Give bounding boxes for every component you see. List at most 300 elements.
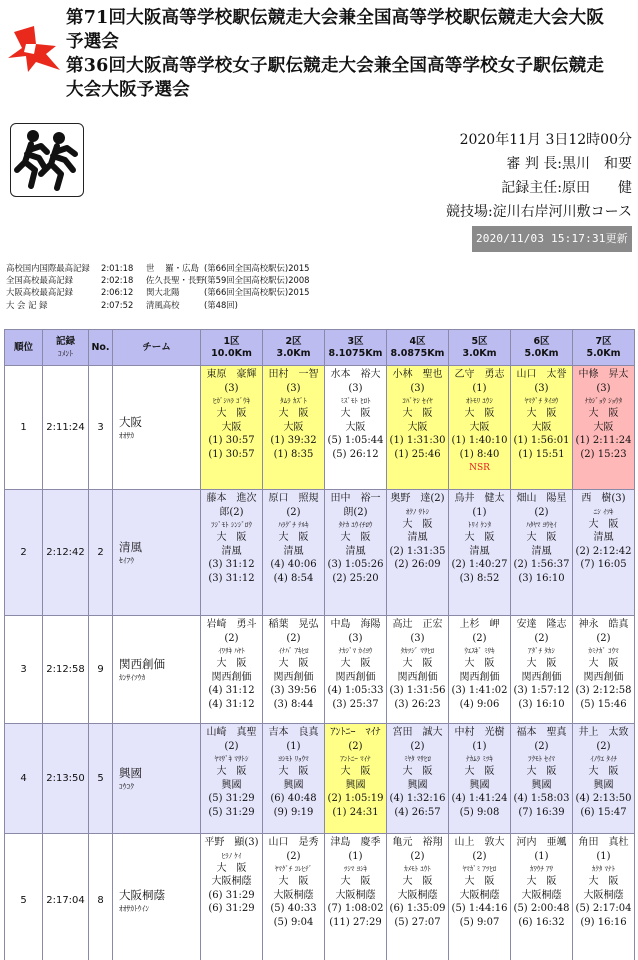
runner-kana: ﾊﾀﾔﾏ ﾖｳｾｲ [526,521,557,530]
leg-cell [325,616,387,724]
header-leg-4 [387,330,449,366]
runner-line: 藤本 進次 [206,493,257,504]
split-time: (5) 40:33 [270,903,317,915]
runner-kana: ｶﾒﾓﾄ ﾕｳﾄ [404,865,431,874]
split-time: (1) 2:11:24 [575,435,632,447]
team-name: 関西創価 [119,656,165,671]
record-time: 2:01:18 [101,263,134,273]
runner-line: 山口 太誉 [516,369,567,380]
runner-team: 大 阪 [588,408,619,420]
runner-kana: ｶｸﾀ ﾏﾅﾄ [591,865,616,874]
runner-line: 畑山 陽星 [516,493,567,504]
record-name: 大阪高校最高記録 [6,287,73,298]
runner-team: 大 阪 [278,658,309,670]
record-row [6,299,426,311]
runner-team: 大 阪 [216,658,247,670]
team-kana: ｵｵｻｶ [119,430,134,440]
leg-cell [325,724,387,834]
red-star-logo-icon [6,24,62,74]
number-cell: 3 [89,366,113,490]
split-time: (3) 2:12:58 [575,685,632,697]
leg-label: 4区 [409,335,426,347]
split-time: (1) 25:46 [394,448,441,460]
runner-team: 関西創価 [211,671,252,683]
leg-cell [511,616,573,724]
runner-team: 大阪 [469,421,490,433]
split-time: (4) 31:12 [208,698,255,710]
split-time: (1) 1:56:01 [513,435,570,447]
runner-team: 清風 [345,545,366,557]
runner-line: 奥野 達(2) [390,493,445,504]
records-list [6,262,426,311]
runner-team: 大 阪 [464,766,495,778]
split-time: (5) 31:29 [208,806,255,818]
split-time: (4) 40:06 [270,559,317,571]
runner-line: (3) [410,382,425,394]
header-rank: 順位 [5,330,43,366]
runner-line: 田村 一智 [268,369,319,380]
split-time: (3) 25:37 [332,698,379,710]
record-badge: NSR [469,462,490,473]
leg-distance: 3.0Km [462,347,497,359]
runner-line: 福本 聖真 [516,727,567,738]
runner-kana: ﾄﾘｲ ｹﾝﾀ [467,521,492,530]
runner-team: 関西創価 [459,671,500,683]
results-table [4,329,635,960]
record-time: 2:02:18 [101,275,134,286]
split-time: (1) 8:40 [459,448,500,460]
report-header [0,0,638,250]
team-name: 大阪桐蔭 [119,887,165,902]
runner-line: 吉本 良真 [268,727,319,738]
runner-kana: ｲﾜｻｷ ﾊﾔﾄ [218,647,245,656]
header-leg-6 [511,330,573,366]
runner-line: 亀元 裕翔 [392,837,443,848]
runner-team: 関西創価 [583,671,624,683]
rank-cell: 4 [5,724,43,834]
runner-team: 興國 [469,779,490,791]
runner-team: 清風 [469,545,490,557]
runner-kana: ｵﾄﾓﾘ ﾕｳｼ [466,397,493,406]
split-time: (3) 1:41:02 [451,685,508,697]
split-time: (1) 15:51 [518,448,565,460]
leg-cell [201,834,263,960]
leg-cell [387,366,449,490]
table-row [5,616,635,724]
split-time: (4) 31:12 [208,685,255,697]
header-leg-7 [573,330,635,366]
runner-team: 大 阪 [588,766,619,778]
split-time: (7) 1:08:02 [327,903,384,915]
runner-team: 大阪 [283,421,304,433]
runner-line: (3) [534,382,549,394]
runners-icon [10,123,84,197]
leg-cell [511,366,573,490]
leg-cell [263,490,325,616]
runner-kana: ﾌｸﾓﾄ ｾｲﾏ [528,755,555,764]
number-cell: 2 [89,490,113,616]
runner-kana: ﾖｼﾓﾄ ﾘｮｳﾏ [278,755,309,764]
runner-line: (2) [472,632,487,644]
runner-kana: ﾋﾗﾉ ｹｲ [221,851,242,860]
runner-kana: ﾂｼﾏ ﾖｼｷ [343,865,368,874]
leg-distance: 8.0875Km [390,347,445,359]
runner-kana: ﾔﾏｶﾞﾐ ｱﾂﾋﾛ [462,865,497,874]
table-row [5,724,635,834]
leg-distance: 3.0Km [276,347,311,359]
team-cell [113,490,201,616]
runner-line: 水本 裕大 [330,369,381,380]
split-time: (3) 8:52 [459,572,500,584]
rank-cell: 3 [5,616,43,724]
runner-line: 小林 聖也 [392,369,443,380]
split-time: (3) 1:05:26 [327,559,384,571]
runner-line: (2) [348,740,363,752]
runner-team: 大 阪 [278,532,309,544]
team-kana: ｾｲﾌｳ [119,555,134,565]
leg-cell [511,834,573,960]
runner-team: 興國 [283,779,304,791]
runner-line: (2) [472,850,487,862]
title-block [66,6,632,102]
leg-cell [573,366,635,490]
record-row [6,286,426,298]
runner-line: (1) [534,850,549,862]
leg-cell [449,834,511,960]
header-leg-1 [201,330,263,366]
table-row [5,366,635,490]
split-time: (2) 1:56:37 [513,559,570,571]
split-time: (2) 15:23 [580,448,627,460]
runner-kana: ﾔﾏｸﾞﾁ ｺﾚﾋﾃﾞ [274,865,313,874]
record-note: (第59回全国高校駅伝)2008 [204,275,310,286]
split-time: (4) 1:32:16 [389,793,446,805]
runner-kana: ｱﾝﾄﾆｰ ﾏｲﾅ [340,755,371,764]
runner-line: (1) [472,506,487,518]
leg-cell [325,490,387,616]
runner-line: (2) [596,740,611,752]
runner-team: 大 阪 [402,658,433,670]
split-time: (6) 31:29 [208,889,255,901]
runner-team: 大阪桐蔭 [397,889,438,901]
split-time: (3) 16:10 [518,572,565,584]
table-header-row [5,330,635,366]
title-line-3: 第36回大阪高等学校女子駅伝競走大会兼全国高等学校女子駅伝競走 [66,56,605,76]
leg-cell [511,490,573,616]
leg-cell [573,490,635,616]
record-cell: 2:13:50 [43,724,89,834]
split-time: (5) 9:08 [459,806,500,818]
runner-team: 大 阪 [216,532,247,544]
leg-cell [201,724,263,834]
runner-line: 平野 顯(3) [204,837,259,848]
runner-kana: ﾔﾏｻﾞｷ ﾏｻﾄｼ [214,755,249,764]
runner-kana: ﾌｼﾞﾓﾄ ｼﾝｼﾞﾛｳ [211,521,252,530]
runner-line: 田中 裕一 [330,493,381,504]
runner-team: 大 阪 [464,532,495,544]
team-name: 大阪 [119,414,142,429]
leg-cell [201,490,263,616]
split-time: (3) 16:10 [518,698,565,710]
leg-cell [387,490,449,616]
runner-line: 郎(2) [219,506,244,518]
record-name: 高校国内国際最高記録 [6,263,90,273]
split-time: (3) 31:12 [208,559,255,571]
runner-kana: ﾔﾏｸﾞﾁ ﾀｲﾖｳ [524,397,559,406]
runner-team: 大 阪 [278,766,309,778]
split-time: (3) 31:12 [208,572,255,584]
runner-team: 大 阪 [526,532,557,544]
split-time: (11) 27:29 [329,916,382,928]
split-time: (5) 2:00:48 [513,903,570,915]
runner-kana: ｱﾀﾞﾁ ﾀｶｼ [528,647,555,656]
runner-team: 大 阪 [526,658,557,670]
runner-team: 関西創価 [521,671,562,683]
rank-cell: 1 [5,366,43,490]
runner-team: 興國 [593,779,614,791]
runner-kana: ｵｸﾉ ｻﾄｼ [405,507,430,516]
runner-line: (2) [224,740,239,752]
header-record [43,330,89,366]
record-holder: 世 羅・広島 [146,263,199,273]
runner-team: 清風 [407,532,428,544]
runner-team: 大 阪 [216,408,247,420]
runner-team: 大阪 [407,421,428,433]
runner-team: 大 阪 [216,862,247,874]
record-note: (第66回全国高校駅伝)2015 [204,263,310,273]
runner-line: ｱﾝﾄﾆｰ ﾏｲﾅ [330,727,381,738]
split-time: (6) 40:48 [270,793,317,805]
runner-team: 興國 [531,779,552,791]
runner-team: 大阪 [345,421,366,433]
runner-team: 大 阪 [464,876,495,888]
runner-team: 大 阪 [340,408,371,420]
runner-line: (2) [410,850,425,862]
record-row [6,262,426,274]
runner-team: 大阪 [593,421,614,433]
runner-team: 大阪桐蔭 [273,889,314,901]
split-time: (5) 2:17:04 [575,903,632,915]
record-holder: 清風高校 [146,299,180,310]
runner-line: 角田 真杜 [578,837,629,848]
runner-line: (3) [348,382,363,394]
runner-kana: ﾅｶｼﾞﾏ ｶｲﾖｳ [338,647,373,656]
runner-team: 大 阪 [588,658,619,670]
split-time: (5) 15:46 [580,698,627,710]
runner-line: 朗(2) [343,506,368,518]
runner-team: 大 阪 [340,658,371,670]
split-time: (4) 1:41:24 [451,793,508,805]
runner-team: 大 阪 [402,876,433,888]
header-leg-5 [449,330,511,366]
runner-line: (1) [472,382,487,394]
runner-kana: ｲﾉｳｴ ﾀｲﾁ [590,755,617,764]
split-time: (5) 31:29 [208,793,255,805]
title-line-2: 予選会 [66,32,120,52]
split-time: (4) 26:57 [394,806,441,818]
runner-team: 大 阪 [402,408,433,420]
runner-line: 中村 光樹 [454,727,505,738]
runner-team: 大 阪 [526,876,557,888]
runner-team: 清風 [531,545,552,557]
runner-team: 大阪桐蔭 [521,889,562,901]
runner-team: 大 阪 [278,876,309,888]
leg-label: 6区 [533,335,550,347]
meta-block [302,128,632,252]
referee-name: 審 判 長:黒川 和要 [506,156,632,172]
leg-label: 1区 [223,335,240,347]
record-time: 2:07:52 [101,299,134,310]
record-holder: 関大北陽 [146,287,180,298]
runner-line: (2) [410,740,425,752]
runner-line: 高辻 正宏 [392,619,443,630]
number-cell: 5 [89,724,113,834]
split-time: (2) 1:40:27 [451,559,508,571]
runner-team: 大 阪 [340,876,371,888]
runner-line: 安達 隆志 [516,619,567,630]
record-name: 大 会 記 録 [6,299,48,310]
runner-team: 大 阪 [464,408,495,420]
number-cell: 9 [89,616,113,724]
leg-cell [573,616,635,724]
team-name: 興國 [119,765,142,780]
runner-line: 鳥井 健太 [454,493,505,504]
split-time: (6) 16:32 [518,916,565,928]
runner-kana: ﾆｼ ｲﾂｷ [593,507,614,516]
team-cell [113,834,201,960]
record-cell: 2:12:58 [43,616,89,724]
runner-line: (3) [224,382,239,394]
leg-label: 5区 [471,335,488,347]
runner-team: 大阪桐蔭 [335,889,376,901]
split-time: (7) 16:05 [580,559,627,571]
runner-line: 西 樹(3) [581,493,626,504]
split-time: (4) 9:06 [459,698,500,710]
runner-team: 興國 [407,779,428,791]
split-time: (1) 1:40:10 [451,435,508,447]
runner-team: 大 阪 [278,408,309,420]
runner-kana: ﾐｽﾞﾓﾄ ﾋﾛﾄ [340,397,371,406]
leg-label: 7区 [595,335,612,347]
runner-kana: ｺﾊﾞﾔｼ ｾｲﾔ [402,397,433,406]
leg-cell [387,616,449,724]
header-leg-2 [263,330,325,366]
leg-cell [573,724,635,834]
split-time: (6) 15:47 [580,806,627,818]
runner-team: 大阪 [531,421,552,433]
split-time: (2) 1:31:35 [389,545,446,557]
runner-line: (1) [286,740,301,752]
runner-kana: ﾅｶｼﾞｮｳ ｼｮｳﾀ [584,397,623,406]
record-note: (第48回) [204,299,238,310]
record-cell: 2:11:24 [43,366,89,490]
split-time: (1) 30:57 [208,435,255,447]
runner-team: 関西創価 [273,671,314,683]
leg-cell [201,366,263,490]
record-time: 2:06:12 [101,287,134,298]
table-row [5,490,635,616]
split-time: (5) 1:44:16 [451,903,508,915]
runner-team: 大 阪 [526,766,557,778]
leg-cell [449,366,511,490]
split-time: (5) 26:12 [332,448,379,460]
runner-line: (2) [286,506,301,518]
runner-team: 大 阪 [340,766,371,778]
split-time: (9) 16:16 [580,916,627,928]
runner-kana: ﾀﾑﾗ ｶｽﾞﾄ [280,397,307,406]
runner-team: 大 阪 [588,518,619,530]
leg-cell [573,834,635,960]
split-time: (2) 1:05:19 [327,793,384,805]
runner-line: (2) [286,632,301,644]
runner-team: 清風 [593,532,614,544]
runner-line: 山崎 真聖 [206,727,257,738]
runner-team: 大 阪 [464,658,495,670]
header-record-label: 記録 [55,335,75,347]
split-time: (2) 2:12:42 [575,545,632,557]
split-time: (5) 9:04 [273,916,314,928]
recorder-name: 記録主任:原田 健 [501,180,632,196]
runner-kana: ｳｴｽｷﾞ ﾐｻｷ [464,647,495,656]
split-time: (1) 1:31:30 [389,435,446,447]
runner-line: (2) [534,740,549,752]
split-time: (3) 8:44 [273,698,314,710]
record-holder: 佐久長聖・長野 [146,275,205,286]
team-kana: ｺｳｺｸ [119,781,134,791]
number-cell: 8 [89,834,113,960]
leg-cell [263,724,325,834]
results-body [5,366,635,960]
runner-line: 井上 太致 [578,727,629,738]
leg-cell [387,834,449,960]
runner-team: 大 阪 [216,766,247,778]
runner-line: (3) [348,632,363,644]
runner-team: 興國 [221,779,242,791]
split-time: (1) 30:57 [208,448,255,460]
record-cell: 2:12:42 [43,490,89,616]
runner-team: 大 阪 [402,766,433,778]
leg-cell [449,724,511,834]
runner-line: (3) [596,382,611,394]
split-time: (1) 8:35 [273,448,314,460]
runner-line: 原口 照規 [268,493,319,504]
header-no: No. [89,330,113,366]
runner-team: 大 阪 [402,518,433,530]
team-cell [113,616,201,724]
record-note: (第66回全国高校駅伝)2015 [204,287,310,298]
runner-team: 大阪桐蔭 [583,889,624,901]
runner-kana: ﾊﾗｸﾞﾁ ﾃﾙｷ [278,521,309,530]
runner-kana: ﾀｶﾂｼﾞ ﾏｻﾋﾛ [400,647,435,656]
runner-line: 河内 亜颯 [516,837,567,848]
runner-team: 大 阪 [340,532,371,544]
record-name: 全国高校最高記録 [6,275,73,286]
record-row [6,274,426,286]
table-row [5,834,635,960]
runner-line: 中條 昇太 [578,369,629,380]
header-record-sub: ｺﾒﾝﾄ [58,348,73,358]
runner-line: 東原 豪輝 [206,369,257,380]
leg-cell [263,366,325,490]
split-time: (5) 27:07 [394,916,441,928]
split-time: (5) 1:05:44 [327,435,384,447]
runner-kana: ｲﾅﾊﾞ ｱｷﾋﾛ [278,647,309,656]
event-datetime: 2020年11月 3日12時00分 [459,132,632,148]
header-leg-3 [325,330,387,366]
runner-team: 関西創価 [335,671,376,683]
runner-team: 大 阪 [588,876,619,888]
leg-distance: 5.0Km [524,347,559,359]
